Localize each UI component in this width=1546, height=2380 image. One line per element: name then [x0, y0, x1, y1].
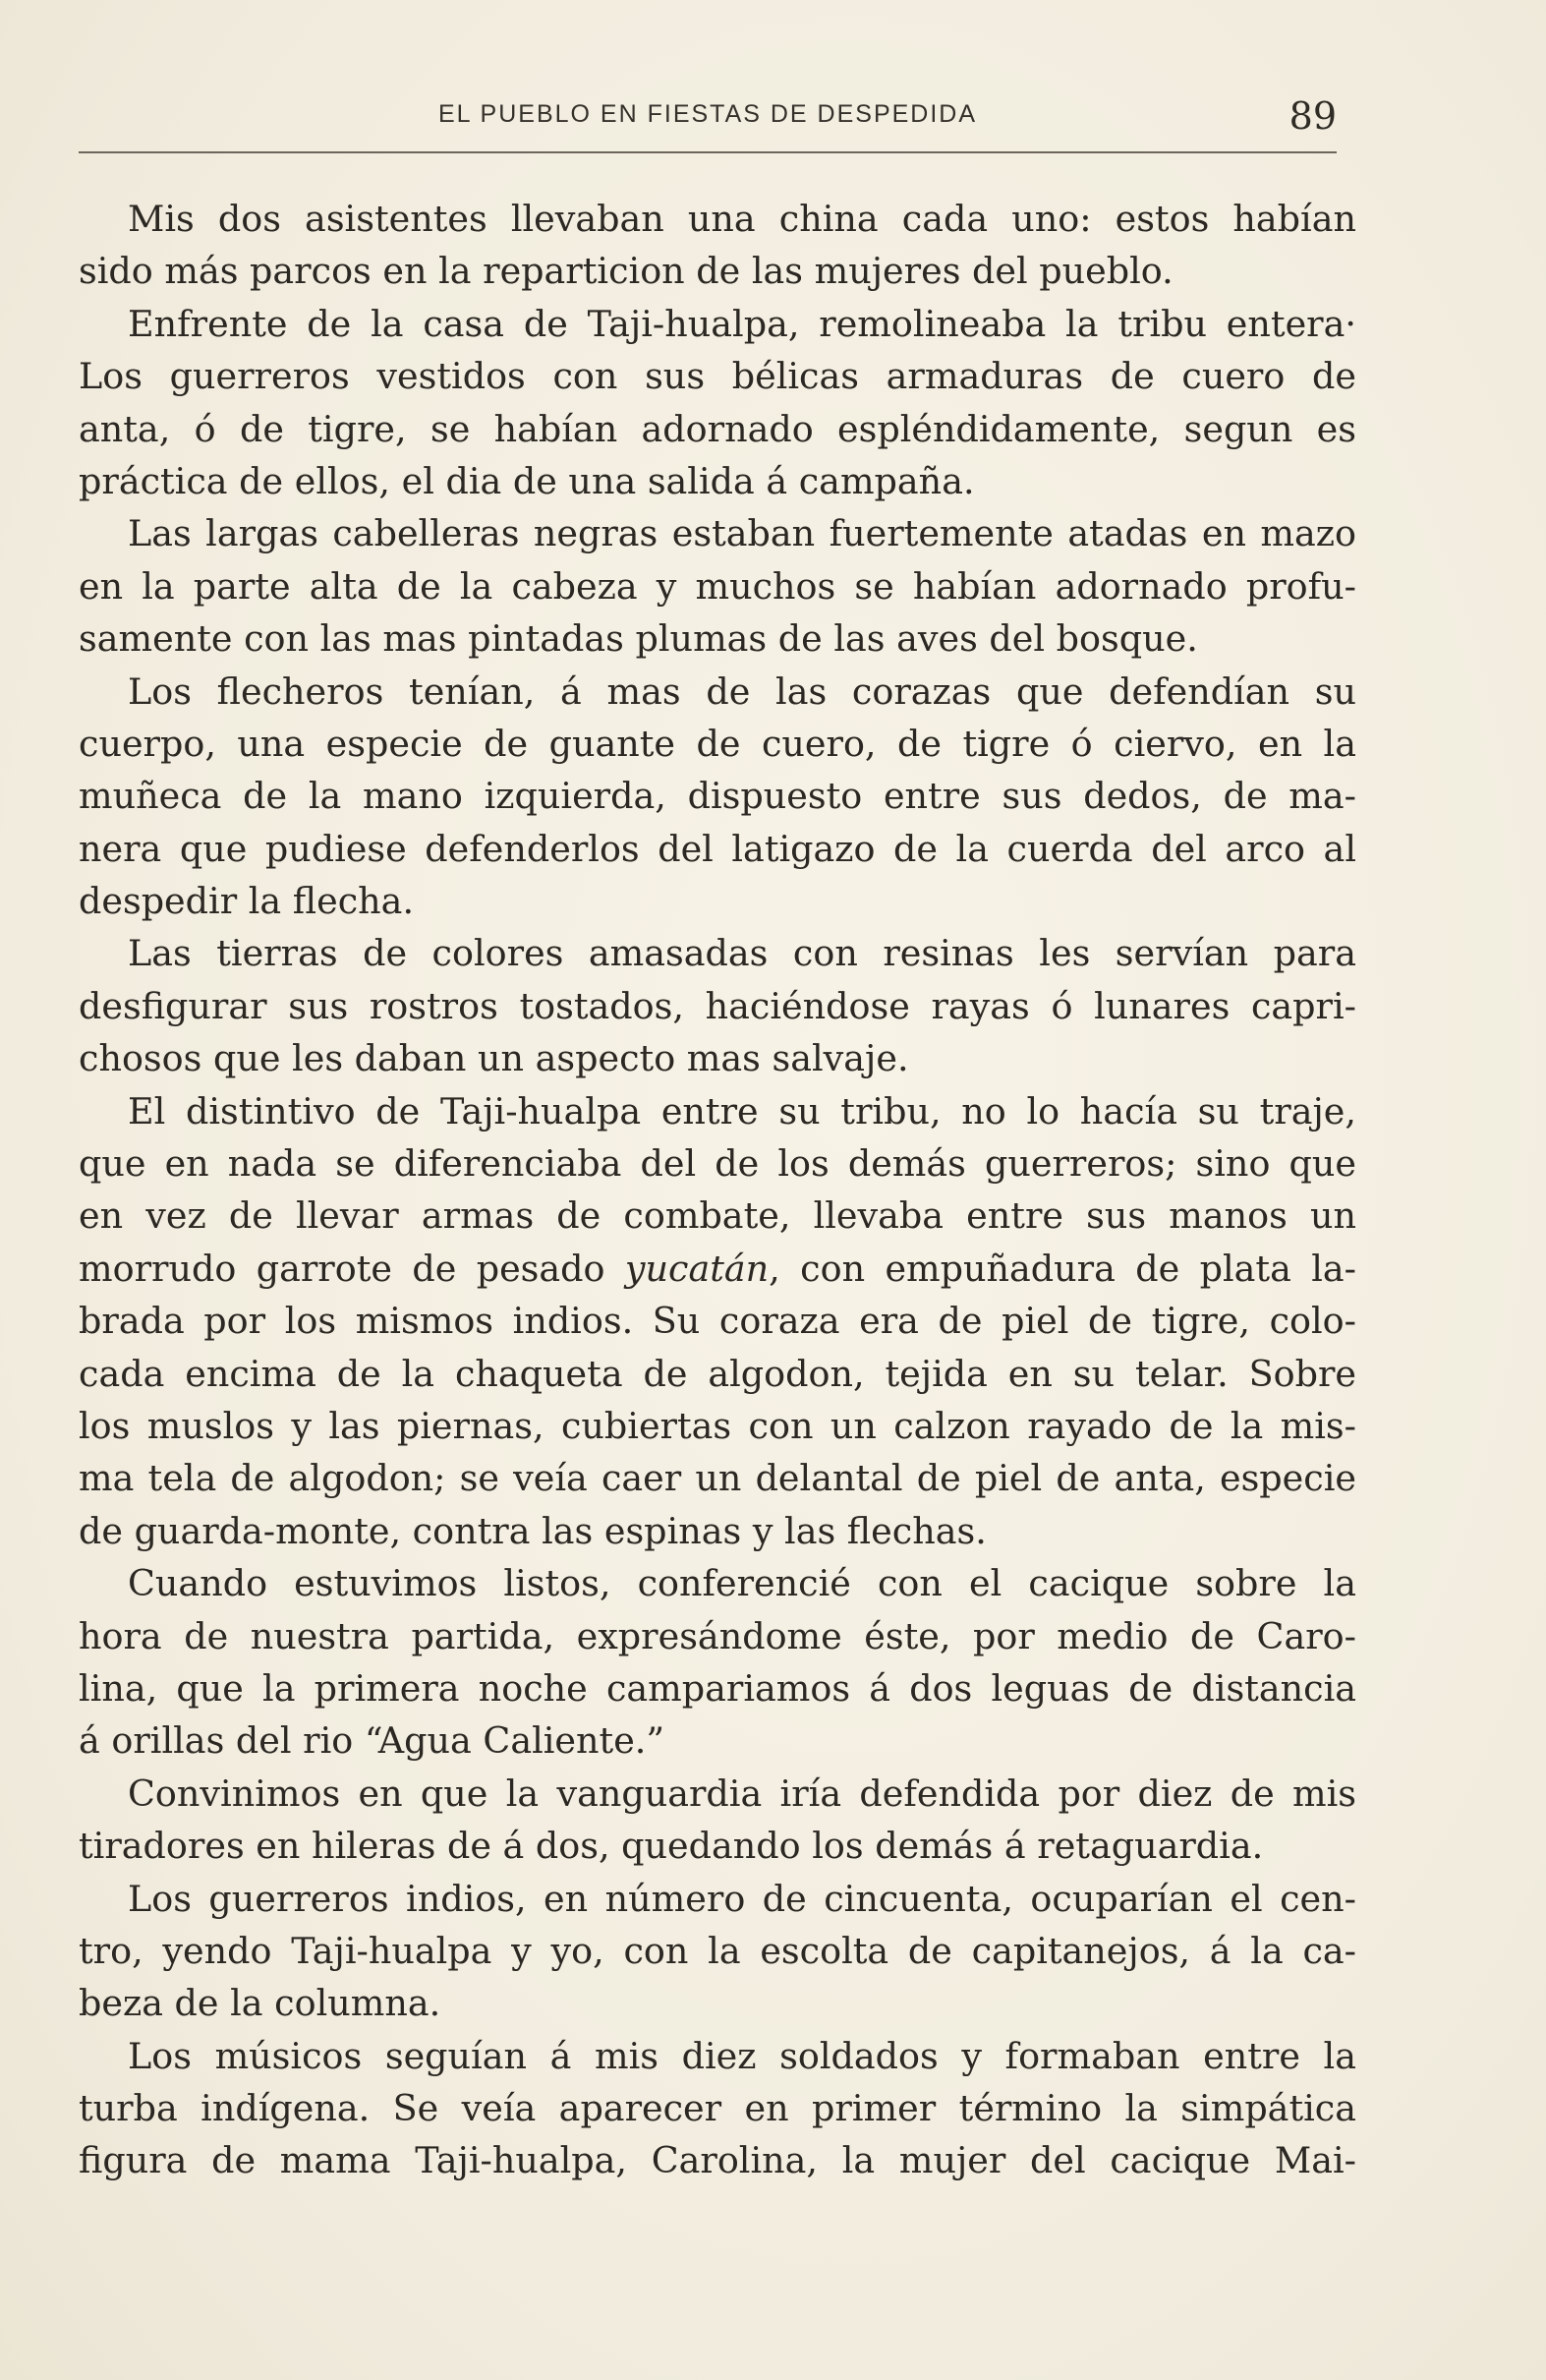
text-line: chosos que les daban un aspecto mas salvaje.: [79, 1037, 909, 1080]
text-line: anta, ó de tigre, se habían adornado espléndidamente, segun es: [79, 407, 1356, 450]
italic-word: yucatán: [624, 1247, 770, 1290]
text-line: cada encima de la chaqueta de algodon, tejida en su telar. Sobre: [79, 1352, 1356, 1395]
text-line: Las largas cabelleras negras estaban fuertemente atadas en mazo: [128, 512, 1356, 555]
text-line: los muslos y las piernas, cubiertas con un calzon rayado de la mis-: [79, 1404, 1356, 1447]
text-line: Cuando estuvimos listos, conferencié con el cacique sobre la: [128, 1562, 1356, 1605]
text-line: [79, 1243, 1356, 1295]
page-number: 89: [1288, 94, 1337, 138]
text-line: nera que pudiese defenderlos del latigazo de la cuerda del arco al: [79, 827, 1356, 870]
text-line: turba indígena. Se veía aparecer en primer término la simpática: [79, 2087, 1356, 2130]
text-line: Convinimos en que la vanguardia iría defendida por diez de mis: [128, 1771, 1356, 1815]
text-segment: morrudo garrote de pesado: [79, 1247, 625, 1290]
text-line: beza de la columna.: [79, 1982, 441, 2025]
text-line: figura de mama Taji-hualpa, Carolina, la mujer del cacique Mai-: [79, 2139, 1356, 2182]
text-line: Los guerreros indios, en número de cincuenta, ocuparían el cen-: [128, 1877, 1356, 1920]
text-line: lina, que la primera noche campariamos á dos leguas de distancia: [79, 1666, 1356, 1710]
text-line: brada por los mismos indios. Su coraza era de piel de tigre, colo-: [79, 1300, 1356, 1343]
text-line: en vez de llevar armas de combate, llevaba entre sus manos un: [79, 1194, 1356, 1238]
body-text: [79, 193, 1356, 2187]
text-line: en la parte alta de la cabeza y muchos se habían adornado profu-: [79, 564, 1356, 608]
text-line: tiradores en hileras de á dos, quedando los demás á retaguardia.: [79, 1825, 1264, 1868]
text-line: ma tela de algodon; se veía caer un delantal de piel de anta, especie: [79, 1457, 1356, 1500]
text-line: cuerpo, una especie de guante de cuero, de tigre ó ciervo, en la: [79, 722, 1356, 765]
text-line: Los músicos seguían á mis diez soldados y formaban entre la: [128, 2034, 1356, 2077]
text-line: tro, yendo Taji-hualpa y yo, con la escolta de capitanejos, á la ca-: [79, 1929, 1356, 1972]
text-line: que en nada se diferenciaba del de los demás guerreros; sino que: [79, 1142, 1356, 1186]
text-line: hora de nuestra partida, expresándome éste, por medio de Caro-: [79, 1614, 1356, 1657]
text-line: de guarda-monte, contra las espinas y las flechas.: [79, 1509, 987, 1552]
text-line: Las tierras de colores amasadas con resinas les servían para: [128, 932, 1356, 975]
text-segment: , con empuñadura de plata la-: [769, 1247, 1356, 1290]
text-line: despedir la flecha.: [79, 880, 415, 923]
text-line: El distintivo de Taji-hualpa entre su tribu, no lo hacía su traje,: [128, 1089, 1356, 1132]
text-line: Enfrente de la casa de Taji-hualpa, remolineaba la tribu entera·: [128, 302, 1356, 345]
text-line: Mis dos asistentes llevaban una china cada uno: estos habían: [128, 198, 1356, 240]
text-line: sido más parcos en la reparticion de las mujeres del pueblo.: [79, 250, 1174, 293]
running-title: EL PUEBLO EN FIESTAS DE DESPEDIDA: [437, 100, 978, 128]
text-line: Los flecheros tenían, á mas de las corazas que defendían su: [128, 669, 1356, 713]
text-line: samente con las mas pintadas plumas de las aves del bosque.: [79, 617, 1198, 661]
text-line: muñeca de la mano izquierda, dispuesto entre sus dedos, de ma-: [79, 775, 1356, 818]
text-line: desfigurar sus rostros tostados, haciéndose rayas ó lunares capri-: [79, 984, 1356, 1027]
text-line: Los guerreros vestidos con sus bélicas armaduras de cuero de: [79, 355, 1356, 398]
running-header: [79, 94, 1337, 153]
text-line: práctica de ellos, el dia de una salida á campaña.: [79, 459, 975, 502]
text-line: á orillas del rio “Agua Caliente.”: [79, 1719, 665, 1763]
